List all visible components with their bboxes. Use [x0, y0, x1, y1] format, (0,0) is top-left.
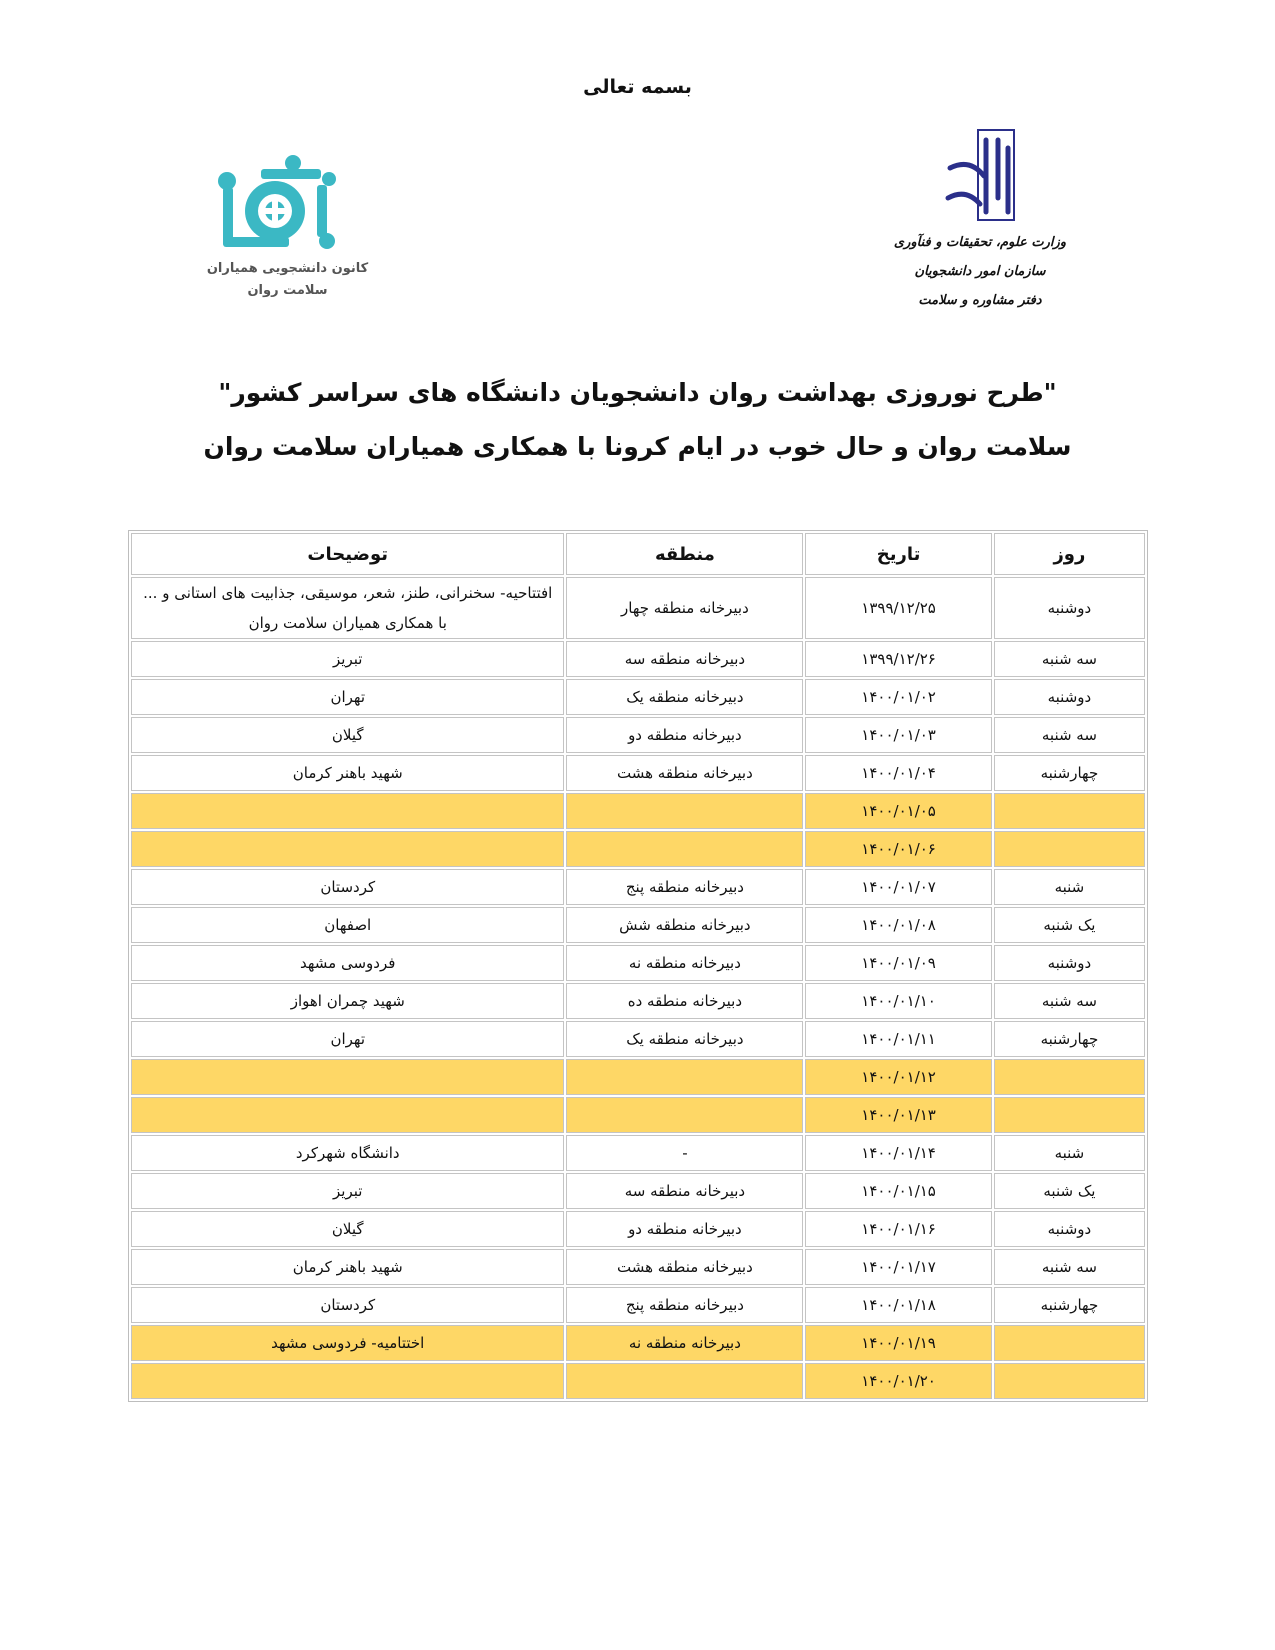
- cell-region: دبیرخانه منطقه سه: [566, 1173, 803, 1209]
- cell-date: ۱۴۰۰/۰۱/۱۹: [805, 1325, 991, 1361]
- table-row: [131, 755, 1145, 791]
- cell-region: [566, 1363, 803, 1399]
- cell-desc: شهید باهنر کرمان: [131, 755, 564, 791]
- table-row: [131, 1211, 1145, 1247]
- cell-desc: تهران: [131, 1021, 564, 1057]
- table-row: [131, 907, 1145, 943]
- cell-desc: افتتاحیه- سخنرانی، طنز، شعر، موسیقی، جذابیت های استانی و ... با همکاری همیاران سلامت روان: [131, 577, 564, 639]
- cell-day: [994, 831, 1145, 867]
- table-row: [131, 1249, 1145, 1285]
- cell-region: دبیرخانه منطقه پنج: [566, 1287, 803, 1323]
- cell-date: ۱۳۹۹/۱۲/۲۵: [805, 577, 991, 639]
- hamyaran-caption-line-2: سلامت روان: [247, 283, 328, 298]
- cell-day: [994, 1363, 1145, 1399]
- cell-desc: فردوسی مشهد: [131, 945, 564, 981]
- table-row: [131, 1135, 1145, 1171]
- cell-day: [994, 1325, 1145, 1361]
- cell-desc: دانشگاه شهرکرد: [131, 1135, 564, 1171]
- cell-desc: تهران: [131, 679, 564, 715]
- cell-desc: [131, 1059, 564, 1095]
- cell-day: چهارشنبه: [994, 755, 1145, 791]
- cell-region: دبیرخانه منطقه نه: [566, 945, 803, 981]
- cell-desc: تبریز: [131, 1173, 564, 1209]
- cell-date: ۱۴۰۰/۰۱/۰۹: [805, 945, 991, 981]
- schedule-table: [128, 530, 1148, 1402]
- ministry-line-2: سازمان امور دانشجویان: [914, 264, 1046, 279]
- table-row: [131, 1287, 1145, 1323]
- cell-date: ۱۴۰۰/۰۱/۰۵: [805, 793, 991, 829]
- cell-region: دبیرخانه منطقه هشت: [566, 755, 803, 791]
- table-row: [131, 641, 1145, 677]
- sub-title: سلامت روان و حال خوب در ایام کرونا با همکاری همیاران سلامت روان: [203, 432, 1072, 461]
- cell-desc: تبریز: [131, 641, 564, 677]
- cell-day: سه شنبه: [994, 717, 1145, 753]
- cell-day: [994, 793, 1145, 829]
- cell-desc: اصفهان: [131, 907, 564, 943]
- cell-day: شنبه: [994, 869, 1145, 905]
- table-row: [131, 983, 1145, 1019]
- table-row: [131, 1021, 1145, 1057]
- cell-date: ۱۴۰۰/۰۱/۰۳: [805, 717, 991, 753]
- table-row: [131, 679, 1145, 715]
- table-row: [131, 1173, 1145, 1209]
- cell-desc: [131, 793, 564, 829]
- cell-desc: [131, 1363, 564, 1399]
- cell-region: دبیرخانه منطقه نه: [566, 1325, 803, 1361]
- cell-date: ۱۴۰۰/۰۱/۲۰: [805, 1363, 991, 1399]
- cell-day: سه شنبه: [994, 983, 1145, 1019]
- cell-region: دبیرخانه منطقه چهار: [566, 577, 803, 639]
- cell-day: دوشنبه: [994, 1211, 1145, 1247]
- cell-day: دوشنبه: [994, 679, 1145, 715]
- cell-region: دبیرخانه منطقه پنج: [566, 869, 803, 905]
- cell-day: سه شنبه: [994, 1249, 1145, 1285]
- table-row: [131, 577, 1145, 639]
- cell-date: ۱۳۹۹/۱۲/۲۶: [805, 641, 991, 677]
- cell-desc: شهید باهنر کرمان: [131, 1249, 564, 1285]
- table-row: [131, 869, 1145, 905]
- table-row: [131, 793, 1145, 829]
- cell-desc: کردستان: [131, 1287, 564, 1323]
- main-title: "طرح نوروزی بهداشت روان دانشجویان دانشگاه های سراسر کشور": [218, 378, 1057, 407]
- cell-region: [566, 1059, 803, 1095]
- cell-date: ۱۴۰۰/۰۱/۰۲: [805, 679, 991, 715]
- cell-day: چهارشنبه: [994, 1021, 1145, 1057]
- cell-date: ۱۴۰۰/۰۱/۰۶: [805, 831, 991, 867]
- cell-region: [566, 1097, 803, 1133]
- cell-date: ۱۴۰۰/۰۱/۰۷: [805, 869, 991, 905]
- cell-day: یک شنبه: [994, 1173, 1145, 1209]
- cell-date: ۱۴۰۰/۰۱/۱۰: [805, 983, 991, 1019]
- cell-region: دبیرخانه منطقه هشت: [566, 1249, 803, 1285]
- cell-region: دبیرخانه منطقه یک: [566, 679, 803, 715]
- cell-day: یک شنبه: [994, 907, 1145, 943]
- ministry-line-1: وزارت علوم، تحقیقات و فنآوری: [893, 235, 1067, 250]
- cell-day: [994, 1059, 1145, 1095]
- cell-date: ۱۴۰۰/۰۱/۱۷: [805, 1249, 991, 1285]
- cell-day: [994, 1097, 1145, 1133]
- hamyaran-caption-line-1: کانون دانشجویی همیاران: [206, 261, 369, 276]
- header-desc: توضیحات: [131, 533, 564, 575]
- ministry-line-3: دفتر مشاوره و سلامت: [918, 293, 1042, 308]
- cell-date: ۱۴۰۰/۰۱/۰۸: [805, 907, 991, 943]
- cell-date: ۱۴۰۰/۰۱/۱۳: [805, 1097, 991, 1133]
- table-row: [131, 1097, 1145, 1133]
- cell-desc: شهید چمران اهواز: [131, 983, 564, 1019]
- cell-day: دوشنبه: [994, 945, 1145, 981]
- cell-region: دبیرخانه منطقه یک: [566, 1021, 803, 1057]
- basmala-heading: بسمه تعالی: [583, 76, 692, 98]
- cell-region: -: [566, 1135, 803, 1171]
- table-row: [131, 945, 1145, 981]
- student-affairs-logo-icon: [940, 128, 1022, 226]
- cell-region: [566, 793, 803, 829]
- cell-date: ۱۴۰۰/۰۱/۰۴: [805, 755, 991, 791]
- cell-region: دبیرخانه منطقه ده: [566, 983, 803, 1019]
- cell-date: ۱۴۰۰/۰۱/۱۲: [805, 1059, 991, 1095]
- cell-date: ۱۴۰۰/۰۱/۱۶: [805, 1211, 991, 1247]
- cell-desc: [131, 831, 564, 867]
- header-date: تاریخ: [805, 533, 991, 575]
- cell-day: چهارشنبه: [994, 1287, 1145, 1323]
- cell-date: ۱۴۰۰/۰۱/۱۱: [805, 1021, 991, 1057]
- cell-day: دوشنبه: [994, 577, 1145, 639]
- header-day: روز: [994, 533, 1145, 575]
- table-row: [131, 1363, 1145, 1399]
- cell-date: ۱۴۰۰/۰۱/۱۵: [805, 1173, 991, 1209]
- cell-region: دبیرخانه منطقه شش: [566, 907, 803, 943]
- cell-region: دبیرخانه منطقه دو: [566, 1211, 803, 1247]
- cell-desc: کردستان: [131, 869, 564, 905]
- table-row: [131, 1325, 1145, 1361]
- cell-desc: گیلان: [131, 717, 564, 753]
- cell-date: ۱۴۰۰/۰۱/۱۸: [805, 1287, 991, 1323]
- cell-date: ۱۴۰۰/۰۱/۱۴: [805, 1135, 991, 1171]
- table-row: [131, 831, 1145, 867]
- cell-day: سه شنبه: [994, 641, 1145, 677]
- cell-region: [566, 831, 803, 867]
- table-row: [131, 717, 1145, 753]
- table-header-row: [131, 533, 1145, 575]
- hamyaran-logo-caption: [190, 258, 385, 302]
- table-row: [131, 1059, 1145, 1095]
- cell-region: دبیرخانه منطقه دو: [566, 717, 803, 753]
- cell-desc: [131, 1097, 564, 1133]
- cell-region: دبیرخانه منطقه سه: [566, 641, 803, 677]
- header-region: منطقه: [566, 533, 803, 575]
- cell-desc: گیلان: [131, 1211, 564, 1247]
- ministry-block: [880, 228, 1080, 315]
- cell-desc: اختتامیه- فردوسی مشهد: [131, 1325, 564, 1361]
- cell-day: شنبه: [994, 1135, 1145, 1171]
